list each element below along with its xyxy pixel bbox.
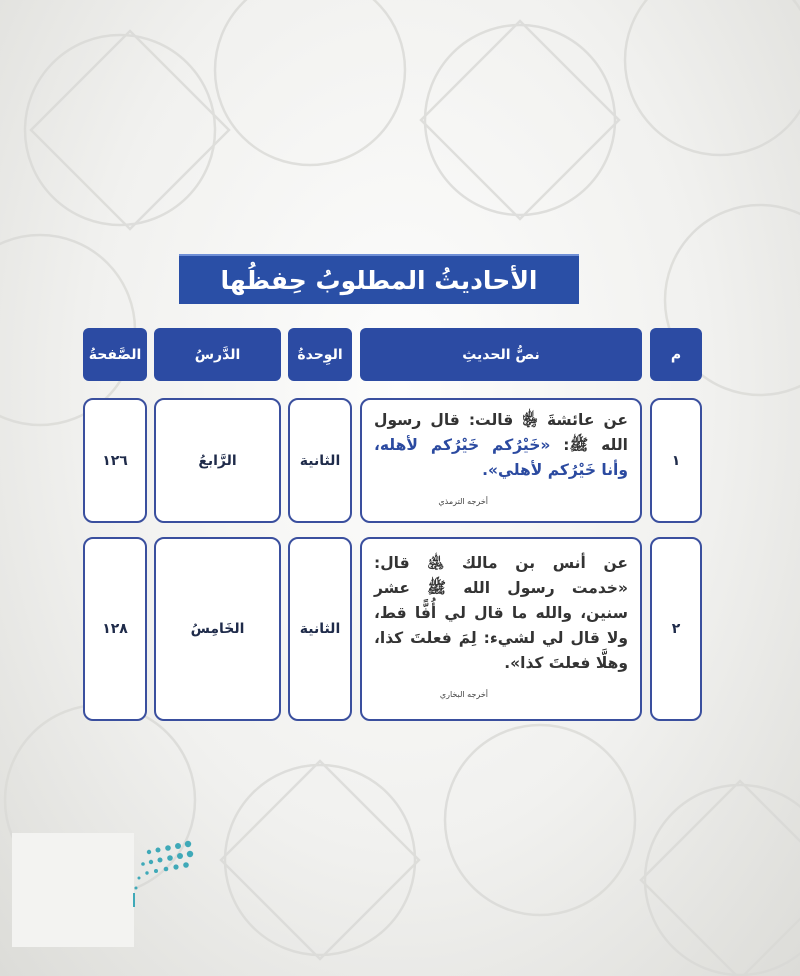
- row-2-hadith-intro: عن أنس بن مالك ﵁ قال: «خدمت رسول الله ﷺ عشر سنين، والله ما قال لي أُفًّا قط، ولا قال لي لشيء: لِمَ فعلتَ كذا، وهلَّا فعلتَ كذا».: [374, 554, 628, 672]
- row-1-hadith: [360, 398, 642, 523]
- row-2-page: ١٢٨: [83, 537, 147, 721]
- page-title: الأحاديثُ المطلوبُ حِفظُها: [179, 254, 579, 304]
- header-lesson: الدَّرسُ: [154, 328, 281, 381]
- row-1-hadith-intro: عن عائشةَ ﵂ قالت: قال رسول الله ﷺ:: [374, 410, 628, 454]
- row-2-unit: الثانية: [288, 537, 352, 721]
- row-2-source: أخرجه البخاري: [439, 690, 488, 699]
- row-1-number: ١: [650, 398, 702, 523]
- row-1-unit: الثانية: [288, 398, 352, 523]
- header-number: م: [650, 328, 702, 381]
- row-1-page: ١٢٦: [83, 398, 147, 523]
- header-unit: الوِحدةُ: [288, 328, 352, 381]
- row-2-hadith: [360, 537, 642, 721]
- row-2-number: ٢: [650, 537, 702, 721]
- header-hadith-text: نصُّ الحديثِ: [360, 328, 642, 381]
- logo-panel: [12, 833, 134, 947]
- header-page: الصَّفحةُ: [83, 328, 147, 381]
- row-1-hadith-text: [362, 398, 640, 524]
- row-2-hadith-text: [362, 541, 640, 717]
- ministry-dots-logo-icon: [130, 838, 200, 928]
- row-1-source: أخرجه الترمذي: [438, 496, 488, 506]
- row-2-lesson: الخَامِسُ: [154, 537, 281, 721]
- row-1-lesson: الرَّابعُ: [154, 398, 281, 523]
- row-1-hadith-quote: «خَيْرُكم خَيْرُكم لأهله، وأنا خَيْرُكم لأهلي».: [374, 435, 628, 479]
